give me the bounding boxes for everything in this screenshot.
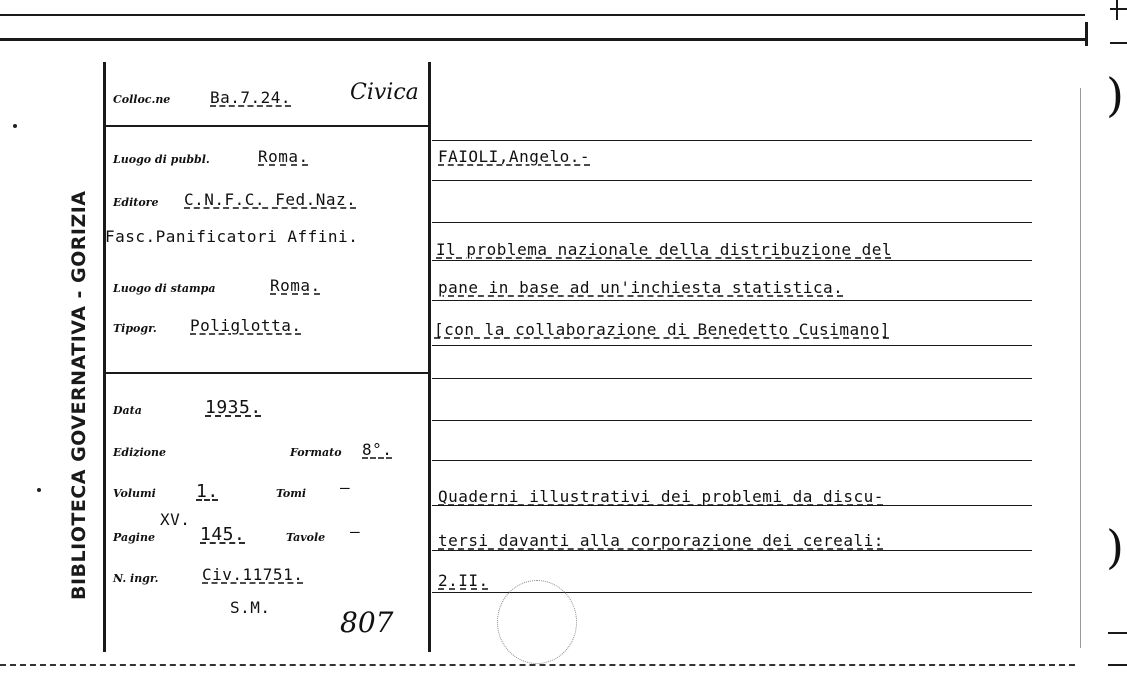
luogo-stampa-label: Luogo di stampa — [113, 282, 216, 295]
bottom-right-tick — [1108, 632, 1127, 634]
pagine-roman: XV. — [160, 510, 191, 529]
n-ingr-value: Civ.11751. — [202, 565, 304, 584]
side-title: BIBLIOTECA GOVERNATIVA - GORIZIA — [68, 190, 90, 600]
tomi-value: — — [340, 478, 351, 497]
left-column-border — [103, 62, 106, 652]
right-column-border — [1080, 88, 1081, 648]
faint-stamp — [497, 580, 577, 664]
volumi-label: Volumi — [113, 487, 156, 500]
left-row-line — [105, 372, 428, 374]
title-line-3: [con la collaborazione di Benedetto Cusimano] — [434, 320, 890, 339]
data-value: 1935. — [205, 397, 262, 418]
collocazione-note: Civica — [350, 80, 419, 105]
luogo-pubbl-label: Luogo di pubbl. — [113, 153, 210, 166]
top-border-line-2 — [0, 38, 1085, 41]
volumi-value: 1. — [196, 481, 219, 502]
tomi-label: Tomi — [276, 487, 307, 500]
right-edge-tick-2 — [1110, 42, 1127, 44]
right-rule — [432, 222, 1032, 223]
formato-value: 8°. — [362, 440, 393, 459]
right-rule — [432, 345, 1032, 346]
right-rule — [432, 420, 1032, 421]
bottom-right-tick-2 — [1108, 664, 1127, 666]
sm-mark: S.M. — [230, 598, 271, 617]
tipogr-value: Poliglotta. — [190, 316, 302, 335]
editore-value: C.N.F.C. Fed.Naz. — [184, 190, 357, 209]
right-edge-bracket — [1085, 22, 1088, 46]
series-line-3: 2.II. — [438, 571, 489, 590]
hand-number: 807 — [340, 606, 394, 639]
editore-label: Editore — [113, 196, 159, 209]
margin-dot — [37, 488, 41, 492]
luogo-pubbl-value: Roma. — [258, 147, 309, 166]
author: FAIOLI,Angelo.- — [438, 147, 590, 166]
formato-label: Formato — [290, 446, 342, 459]
bottom-border — [0, 664, 1075, 666]
tavole-value: — — [350, 522, 361, 541]
right-edge-tick — [1110, 8, 1127, 10]
right-rule — [432, 180, 1032, 181]
collocazione-label: Colloc.ne — [113, 93, 171, 106]
right-rule — [432, 300, 1032, 301]
right-rule — [432, 550, 1032, 551]
punch-mark-icon: ) — [1106, 68, 1124, 122]
right-rule — [432, 460, 1032, 461]
tavole-label: Tavole — [286, 531, 326, 544]
series-line-1: Quaderni illustrativi dei problemi da discu- — [438, 487, 884, 506]
title-line-1: Il problema nazionale della distribuzione del — [436, 240, 892, 259]
tipogr-label: Tipogr. — [113, 322, 157, 335]
editore-value-2: Fasc.Panificatori Affini. — [105, 227, 359, 246]
right-rule — [432, 140, 1032, 141]
luogo-stampa-value: Roma. — [270, 276, 321, 295]
column-divider — [428, 62, 431, 652]
data-label: Data — [113, 404, 142, 417]
right-rule — [432, 378, 1032, 379]
margin-dot — [13, 124, 17, 128]
pagine-value: 145. — [200, 524, 246, 545]
collocazione-value: Ba.7.24. — [210, 88, 292, 107]
series-line-2: tersi davanti alla corporazione dei cereali: — [438, 531, 884, 550]
n-ingr-label: N. ingr. — [113, 572, 159, 585]
top-border-line — [0, 14, 1085, 16]
right-rule — [432, 260, 1032, 261]
left-row-line — [105, 125, 428, 127]
punch-mark-icon: ) — [1106, 520, 1124, 574]
title-line-2: pane in base ad un'inchiesta statistica. — [438, 278, 844, 297]
right-edge-vertical — [1116, 0, 1118, 20]
edizione-label: Edizione — [113, 446, 167, 459]
pagine-label: Pagine — [113, 531, 155, 544]
